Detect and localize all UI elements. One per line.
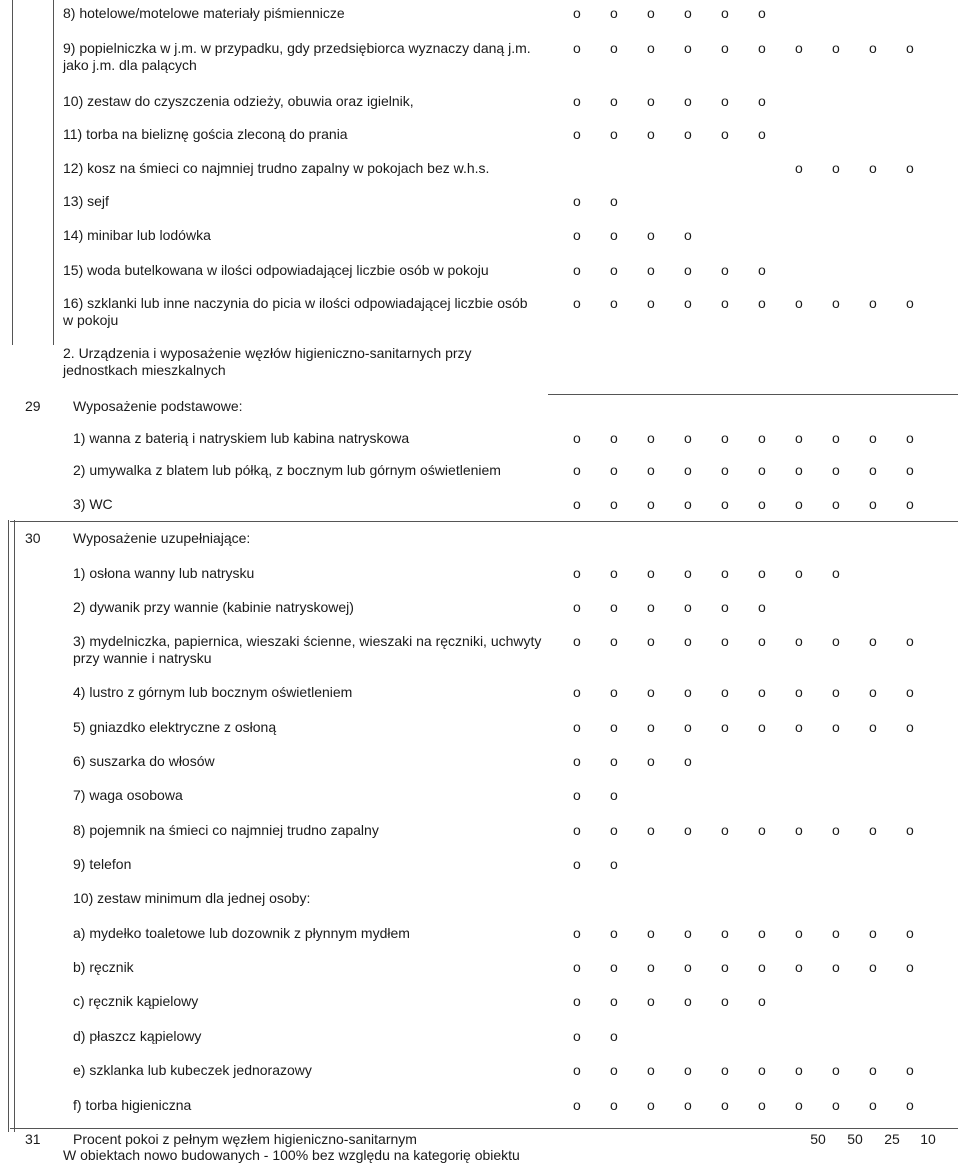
mark-circle: o <box>721 719 729 735</box>
mark-circle: o <box>832 40 840 56</box>
mark-circle: o <box>647 959 655 975</box>
mark-circle: o <box>721 40 729 56</box>
mark-circle: o <box>721 959 729 975</box>
mark-circle: o <box>832 719 840 735</box>
mark-circle: o <box>610 93 618 109</box>
mark-circle: o <box>684 565 692 581</box>
mark-circle: o <box>684 295 692 311</box>
table-border-left <box>12 0 13 345</box>
mark-circle: o <box>795 496 803 512</box>
item-label: 3) WC <box>73 496 113 512</box>
mark-circle: o <box>832 684 840 700</box>
mark-circle: o <box>647 925 655 941</box>
mark-circle: o <box>906 160 914 176</box>
mark-circle: o <box>758 295 766 311</box>
mark-circle: o <box>684 430 692 446</box>
item-label: 7) waga osobowa <box>73 787 183 803</box>
mark-circle: o <box>610 430 618 446</box>
row-title: Wyposażenie uzupełniające: <box>73 530 251 546</box>
mark-circle: o <box>610 1097 618 1113</box>
row-number: 29 <box>25 398 41 414</box>
mark-circle: o <box>758 822 766 838</box>
mark-circle: o <box>906 295 914 311</box>
mark-circle: o <box>721 430 729 446</box>
mark-circle: o <box>610 462 618 478</box>
mark-circle: o <box>647 496 655 512</box>
mark-circle: o <box>573 295 581 311</box>
mark-circle: o <box>832 496 840 512</box>
item-label: 6) suszarka do włosów <box>73 753 215 769</box>
mark-circle: o <box>795 822 803 838</box>
mark-circle: o <box>647 684 655 700</box>
mark-circle: o <box>795 160 803 176</box>
mark-circle: o <box>647 227 655 243</box>
mark-circle: o <box>721 93 729 109</box>
mark-circle: o <box>610 40 618 56</box>
mark-circle: o <box>869 822 877 838</box>
mark-circle: o <box>869 1062 877 1078</box>
mark-circle: o <box>573 787 581 803</box>
mark-circle: o <box>647 753 655 769</box>
mark-circle: o <box>610 684 618 700</box>
mark-circle: o <box>684 40 692 56</box>
mark-circle: o <box>758 719 766 735</box>
mark-circle: o <box>647 993 655 1009</box>
mark-circle: o <box>573 462 581 478</box>
mark-circle: o <box>906 925 914 941</box>
mark-circle: o <box>869 959 877 975</box>
percent-value: 50 <box>847 1131 863 1147</box>
section-heading: 2. Urządzenia i wyposażenie węzłów higieniczno-sanitarnych przy jednostkach mieszkalnych <box>63 345 472 378</box>
table-border-left <box>53 0 54 345</box>
mark-circle: o <box>721 1097 729 1113</box>
percent-value: 50 <box>810 1131 826 1147</box>
mark-circle: o <box>795 925 803 941</box>
mark-circle: o <box>869 462 877 478</box>
mark-circle: o <box>684 719 692 735</box>
mark-circle: o <box>758 1062 766 1078</box>
mark-circle: o <box>832 959 840 975</box>
mark-circle: o <box>647 822 655 838</box>
mark-circle: o <box>869 719 877 735</box>
item-label: 8) hotelowe/motelowe materiały piśmiennicze <box>63 5 345 21</box>
mark-circle: o <box>758 40 766 56</box>
mark-circle: o <box>906 719 914 735</box>
mark-circle: o <box>832 925 840 941</box>
item-label: b) ręcznik <box>73 959 134 975</box>
mark-circle: o <box>610 227 618 243</box>
mark-circle: o <box>721 462 729 478</box>
item-label: 2) umywalka z blatem lub półką, z bocznym lub górnym oświetleniem <box>73 462 501 478</box>
mark-circle: o <box>795 1062 803 1078</box>
mark-circle: o <box>684 753 692 769</box>
mark-circle: o <box>832 160 840 176</box>
item-label: 3) mydelniczka, papiernica, wieszaki ścienne, wieszaki na ręczniki, uchwyty przy wannie i natrysku <box>73 633 542 666</box>
mark-circle: o <box>721 295 729 311</box>
mark-circle: o <box>684 227 692 243</box>
mark-circle: o <box>758 430 766 446</box>
mark-circle: o <box>906 40 914 56</box>
mark-circle: o <box>610 565 618 581</box>
item-label: 16) szklanki lub inne naczynia do picia w ilości odpowiadającej liczbie osób w pokoju <box>63 295 528 328</box>
mark-circle: o <box>758 565 766 581</box>
mark-circle: o <box>610 5 618 21</box>
mark-circle: o <box>573 993 581 1009</box>
mark-circle: o <box>758 93 766 109</box>
mark-circle: o <box>758 5 766 21</box>
mark-circle: o <box>647 5 655 21</box>
mark-circle: o <box>906 684 914 700</box>
mark-circle: o <box>684 93 692 109</box>
mark-circle: o <box>610 1028 618 1044</box>
percent-value: 10 <box>920 1131 936 1147</box>
mark-circle: o <box>610 822 618 838</box>
mark-circle: o <box>647 1097 655 1113</box>
mark-circle: o <box>573 262 581 278</box>
row-title: Procent pokoi z pełnym węzłem higieniczno-sanitarnym <box>73 1131 417 1147</box>
mark-circle: o <box>610 925 618 941</box>
mark-circle: o <box>832 565 840 581</box>
mark-circle: o <box>684 822 692 838</box>
mark-circle: o <box>647 1062 655 1078</box>
mark-circle: o <box>573 753 581 769</box>
mark-circle: o <box>906 462 914 478</box>
item-label: 1) wanna z baterią i natryskiem lub kabina natryskowa <box>73 430 410 446</box>
item-label: 10) zestaw minimum dla jednej osoby: <box>73 890 311 906</box>
mark-circle: o <box>906 430 914 446</box>
mark-circle: o <box>610 126 618 142</box>
mark-circle: o <box>647 295 655 311</box>
mark-circle: o <box>573 822 581 838</box>
mark-circle: o <box>684 462 692 478</box>
item-label: 2) dywanik przy wannie (kabinie natryskowej) <box>73 599 354 615</box>
mark-circle: o <box>647 93 655 109</box>
mark-circle: o <box>906 496 914 512</box>
mark-circle: o <box>610 295 618 311</box>
mark-circle: o <box>758 462 766 478</box>
table-rule <box>548 394 958 395</box>
mark-circle: o <box>869 40 877 56</box>
row-note: W obiektach nowo budowanych - 100% bez względu na kategorię obiektu <box>63 1147 520 1163</box>
percent-value: 25 <box>884 1131 900 1147</box>
mark-circle: o <box>684 126 692 142</box>
item-label: 13) sejf <box>63 193 109 209</box>
mark-circle: o <box>647 40 655 56</box>
mark-circle: o <box>647 719 655 735</box>
mark-circle: o <box>906 1062 914 1078</box>
mark-circle: o <box>647 126 655 142</box>
mark-circle: o <box>573 1062 581 1078</box>
mark-circle: o <box>869 430 877 446</box>
mark-circle: o <box>795 1097 803 1113</box>
mark-circle: o <box>573 719 581 735</box>
item-label: d) płaszcz kąpielowy <box>73 1028 202 1044</box>
mark-circle: o <box>684 599 692 615</box>
mark-circle: o <box>906 633 914 649</box>
mark-circle: o <box>906 1097 914 1113</box>
item-label: 1) osłona wanny lub natrysku <box>73 565 255 581</box>
mark-circle: o <box>684 496 692 512</box>
mark-circle: o <box>573 496 581 512</box>
mark-circle: o <box>869 1097 877 1113</box>
mark-circle: o <box>684 262 692 278</box>
mark-circle: o <box>832 1062 840 1078</box>
mark-circle: o <box>795 684 803 700</box>
mark-circle: o <box>573 959 581 975</box>
item-label: 8) pojemnik na śmieci co najmniej trudno zapalny <box>73 822 379 838</box>
mark-circle: o <box>573 684 581 700</box>
item-label: 9) popielniczka w j.m. w przypadku, gdy przedsiębiorca wyznaczy daną j.m. jako j.m. dla palących <box>63 40 531 73</box>
mark-circle: o <box>758 959 766 975</box>
row-number: 30 <box>25 530 41 546</box>
mark-circle: o <box>758 262 766 278</box>
mark-circle: o <box>610 719 618 735</box>
mark-circle: o <box>684 684 692 700</box>
mark-circle: o <box>795 633 803 649</box>
mark-circle: o <box>684 633 692 649</box>
item-label: e) szklanka lub kubeczek jednorazowy <box>73 1062 312 1078</box>
mark-circle: o <box>832 462 840 478</box>
mark-circle: o <box>684 993 692 1009</box>
mark-circle: o <box>684 1097 692 1113</box>
row-number: 31 <box>25 1131 41 1147</box>
mark-circle: o <box>832 430 840 446</box>
table-rule <box>10 1128 958 1129</box>
mark-circle: o <box>610 993 618 1009</box>
mark-circle: o <box>573 925 581 941</box>
mark-circle: o <box>721 684 729 700</box>
mark-circle: o <box>795 40 803 56</box>
mark-circle: o <box>832 633 840 649</box>
mark-circle: o <box>795 565 803 581</box>
mark-circle: o <box>721 599 729 615</box>
mark-circle: o <box>684 925 692 941</box>
mark-circle: o <box>610 193 618 209</box>
mark-circle: o <box>647 565 655 581</box>
item-label: 15) woda butelkowana w ilości odpowiadającej liczbie osób w pokoju <box>63 262 489 278</box>
mark-circle: o <box>573 430 581 446</box>
mark-circle: o <box>610 1062 618 1078</box>
mark-circle: o <box>758 599 766 615</box>
item-label: 12) kosz na śmieci co najmniej trudno zapalny w pokojach bez w.h.s. <box>63 160 490 176</box>
table-border-left <box>14 520 15 1132</box>
mark-circle: o <box>758 126 766 142</box>
mark-circle: o <box>647 262 655 278</box>
mark-circle: o <box>795 295 803 311</box>
item-label: a) mydełko toaletowe lub dozownik z płynnym mydłem <box>73 925 410 941</box>
mark-circle: o <box>573 1097 581 1113</box>
mark-circle: o <box>869 160 877 176</box>
mark-circle: o <box>758 925 766 941</box>
row-title: Wyposażenie podstawowe: <box>73 398 243 414</box>
mark-circle: o <box>758 1097 766 1113</box>
mark-circle: o <box>906 959 914 975</box>
item-label: 11) torba na bieliznę gościa zleconą do prania <box>63 126 348 142</box>
mark-circle: o <box>869 684 877 700</box>
mark-circle: o <box>647 599 655 615</box>
table-border-left <box>8 520 9 1132</box>
mark-circle: o <box>647 633 655 649</box>
mark-circle: o <box>869 633 877 649</box>
mark-circle: o <box>573 193 581 209</box>
item-label: f) torba higieniczna <box>73 1097 192 1113</box>
mark-circle: o <box>647 462 655 478</box>
mark-circle: o <box>795 959 803 975</box>
mark-circle: o <box>758 496 766 512</box>
table-rule <box>10 521 958 522</box>
mark-circle: o <box>832 1097 840 1113</box>
mark-circle: o <box>610 959 618 975</box>
mark-circle: o <box>721 822 729 838</box>
mark-circle: o <box>573 227 581 243</box>
mark-circle: o <box>610 856 618 872</box>
item-label: 4) lustro z górnym lub bocznym oświetleniem <box>73 684 353 700</box>
mark-circle: o <box>573 565 581 581</box>
mark-circle: o <box>721 925 729 941</box>
mark-circle: o <box>684 1062 692 1078</box>
mark-circle: o <box>721 1062 729 1078</box>
item-label: 5) gniazdko elektryczne z osłoną <box>73 719 277 735</box>
mark-circle: o <box>795 462 803 478</box>
mark-circle: o <box>721 126 729 142</box>
mark-circle: o <box>721 633 729 649</box>
mark-circle: o <box>758 633 766 649</box>
mark-circle: o <box>610 753 618 769</box>
mark-circle: o <box>647 430 655 446</box>
mark-circle: o <box>869 925 877 941</box>
mark-circle: o <box>795 719 803 735</box>
mark-circle: o <box>573 126 581 142</box>
mark-circle: o <box>721 993 729 1009</box>
item-label: 14) minibar lub lodówka <box>63 227 211 243</box>
mark-circle: o <box>721 5 729 21</box>
item-label: 10) zestaw do czyszczenia odzieży, obuwia oraz igielnik, <box>63 93 414 109</box>
mark-circle: o <box>573 5 581 21</box>
item-label: 9) telefon <box>73 856 132 872</box>
mark-circle: o <box>610 599 618 615</box>
mark-circle: o <box>573 856 581 872</box>
mark-circle: o <box>906 822 914 838</box>
mark-circle: o <box>832 295 840 311</box>
mark-circle: o <box>758 684 766 700</box>
mark-circle: o <box>684 959 692 975</box>
mark-circle: o <box>610 633 618 649</box>
item-label: c) ręcznik kąpielowy <box>73 993 199 1009</box>
mark-circle: o <box>573 93 581 109</box>
mark-circle: o <box>573 1028 581 1044</box>
mark-circle: o <box>832 822 840 838</box>
mark-circle: o <box>573 40 581 56</box>
mark-circle: o <box>610 262 618 278</box>
mark-circle: o <box>610 496 618 512</box>
mark-circle: o <box>795 430 803 446</box>
mark-circle: o <box>684 5 692 21</box>
mark-circle: o <box>869 295 877 311</box>
mark-circle: o <box>869 496 877 512</box>
mark-circle: o <box>758 993 766 1009</box>
mark-circle: o <box>610 787 618 803</box>
mark-circle: o <box>721 565 729 581</box>
mark-circle: o <box>721 496 729 512</box>
mark-circle: o <box>721 262 729 278</box>
mark-circle: o <box>573 633 581 649</box>
mark-circle: o <box>573 599 581 615</box>
